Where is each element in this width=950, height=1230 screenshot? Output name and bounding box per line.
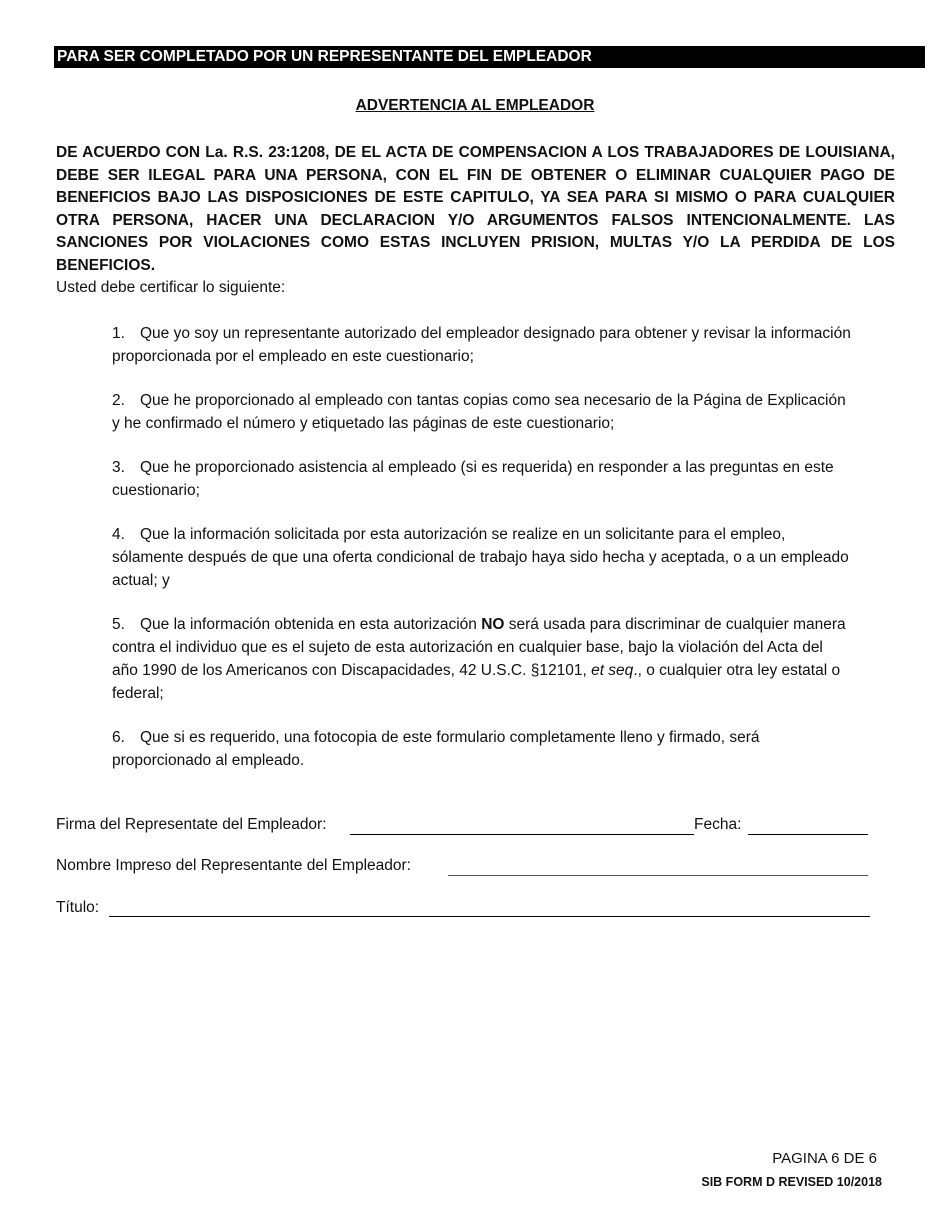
- item-text: Que la información solicitada por esta autorización se realize en un solicitante para el empleo, sólamente después de que una oferta condicional de trabajo haya sido hecha y aceptada, o a un empleado actual; y: [112, 526, 849, 589]
- title-label: Título:: [56, 899, 100, 916]
- item-text: Que si es requerido, una fotocopia de este formulario completamente lleno y firmado, será proporcionado al empleado.: [112, 729, 760, 769]
- list-item: [112, 523, 852, 592]
- date-label: Fecha:: [694, 816, 742, 833]
- item-number: 1.: [112, 325, 125, 342]
- form-revision: SIB FORM D REVISED 10/2018: [701, 1175, 882, 1189]
- item-text-after: ., o cualquier otra ley estatal o federal;: [112, 662, 841, 702]
- item-number: 3.: [112, 459, 125, 476]
- intro-text: Usted debe certificar lo siguiente:: [56, 279, 286, 296]
- section-header-bar: [54, 46, 925, 68]
- warning-text: DE ACUERDO CON La. R.S. 23:1208, DE EL ACTA DE COMPENSACION A LOS TRABAJADORES DE LOUISIANA, DEBE SER ILEGAL PARA UNA PERSONA, CON EL FIN DE OBTENER O ELIMINAR CUALQUIER PAGO DE BENEFICIOS BAJO LAS DISPOSICIONES DE ESTE CAPITULO, YA SEA PARA SI MISMO O PARA CUALQUIER OTRA PERSONA, HACER UNA DECLARACION Y/O ARGUMENTOS FALSOS INTENCIONALMENTE. LAS SANCIONES POR VIOLACIONES COMO ESTAS INCLUYEN PRISION, MULTAS Y/O LA PERDIDA DE LOS BENEFICIOS.: [56, 144, 895, 274]
- certification-list: [112, 322, 852, 793]
- item-number: 4.: [112, 526, 125, 543]
- date-field[interactable]: [748, 834, 868, 835]
- signature-label: Firma del Representate del Empleador:: [56, 816, 327, 833]
- printed-name-field[interactable]: [448, 875, 868, 876]
- warning-title: ADVERTENCIA AL EMPLEADOR: [355, 97, 595, 114]
- printed-name-label: Nombre Impreso del Representante del Empleador:: [56, 857, 411, 874]
- list-item: [112, 389, 852, 435]
- item-text-before: Que la información obtenida en esta autorización: [140, 616, 482, 633]
- item-text: Que yo soy un representante autorizado del empleador designado para obtener y revisar la información proporcionada por el empleado en este cuestionario;: [112, 325, 851, 365]
- item-text-bold: NO: [481, 616, 505, 633]
- section-header-text: PARA SER COMPLETADO POR UN REPRESENTANTE DEL EMPLEADOR: [57, 48, 592, 65]
- list-item: [112, 322, 852, 368]
- title-field[interactable]: [109, 916, 870, 917]
- item-text: Que he proporcionado al empleado con tantas copias como sea necesario de la Página de Explicación y he confirmado el número y etiquetado las páginas de este cuestionario;: [112, 392, 846, 432]
- list-item: [112, 456, 852, 502]
- item-number: 2.: [112, 392, 125, 409]
- list-item: [112, 613, 852, 705]
- item-text: Que he proporcionado asistencia al empleado (si es requerida) en responder a las preguntas en este cuestionario;: [112, 459, 834, 499]
- list-item: [112, 726, 852, 772]
- signature-field[interactable]: [350, 834, 694, 835]
- page-number: PAGINA 6 DE 6: [772, 1150, 877, 1167]
- item-text-middle: será usada para discriminar de cualquier manera contra el individuo que es el sujeto de esta autorización en cualquier base, bajo la violación del Acta del año 1990 de los Americanos con Discapacidades, 42 U.S.C. §12101,: [112, 616, 846, 679]
- item-number: 5.: [112, 616, 125, 633]
- item-text-italic: et seq: [591, 662, 634, 679]
- item-number: 6.: [112, 729, 125, 746]
